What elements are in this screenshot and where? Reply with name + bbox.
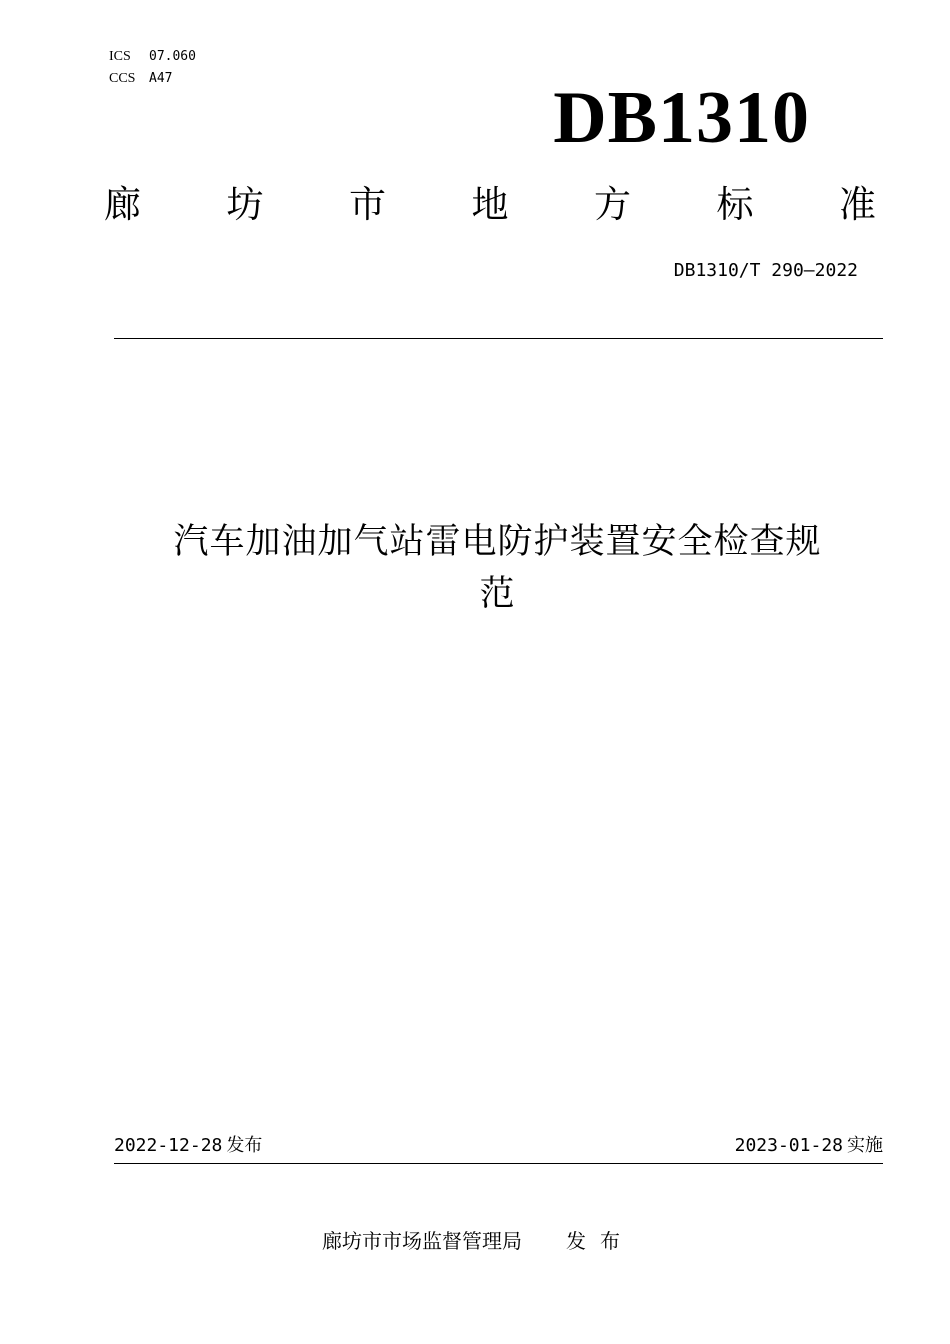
- standard-type-char: 市: [349, 183, 386, 226]
- publisher-name: 廊坊市市场监督管理局: [322, 1229, 522, 1253]
- ccs-value: A47: [149, 71, 173, 86]
- implement-date-block: [735, 1132, 883, 1160]
- title-line-2: 范: [479, 574, 516, 614]
- publisher-line: [322, 1226, 634, 1256]
- release-date-block: [114, 1132, 262, 1160]
- standard-type-char: 方: [594, 183, 631, 226]
- implement-label: 实施: [847, 1135, 883, 1156]
- document-title: [110, 516, 885, 620]
- implement-date: 2023-01-28: [734, 1135, 843, 1156]
- date-row: [114, 1132, 883, 1160]
- standard-type-heading: [104, 180, 876, 230]
- bottom-divider: [114, 1163, 883, 1164]
- standard-type-char: 准: [839, 183, 876, 226]
- ics-value: 07.060: [149, 49, 196, 64]
- release-date: 2022-12-28: [114, 1135, 223, 1156]
- standard-type-char: 地: [471, 183, 509, 226]
- release-label: 发布: [226, 1135, 263, 1156]
- standard-type-char: 标: [716, 183, 754, 226]
- title-line-1: 汽车加油加气站雷电防护装置安全检查规: [173, 522, 822, 562]
- standard-type-char: 廊: [104, 183, 141, 226]
- db-code-logo: DB1310: [553, 77, 810, 159]
- classification-codes: [109, 46, 196, 90]
- standard-type-char: 坊: [226, 183, 264, 226]
- publisher-issue-label: 发布: [566, 1229, 634, 1253]
- ccs-row: [109, 68, 196, 90]
- ics-row: [109, 46, 196, 68]
- top-divider: [114, 338, 883, 339]
- ics-label: ICS: [109, 49, 131, 64]
- standard-number: DB1310/T 290—2022: [673, 260, 858, 281]
- ccs-label: CCS: [109, 71, 136, 86]
